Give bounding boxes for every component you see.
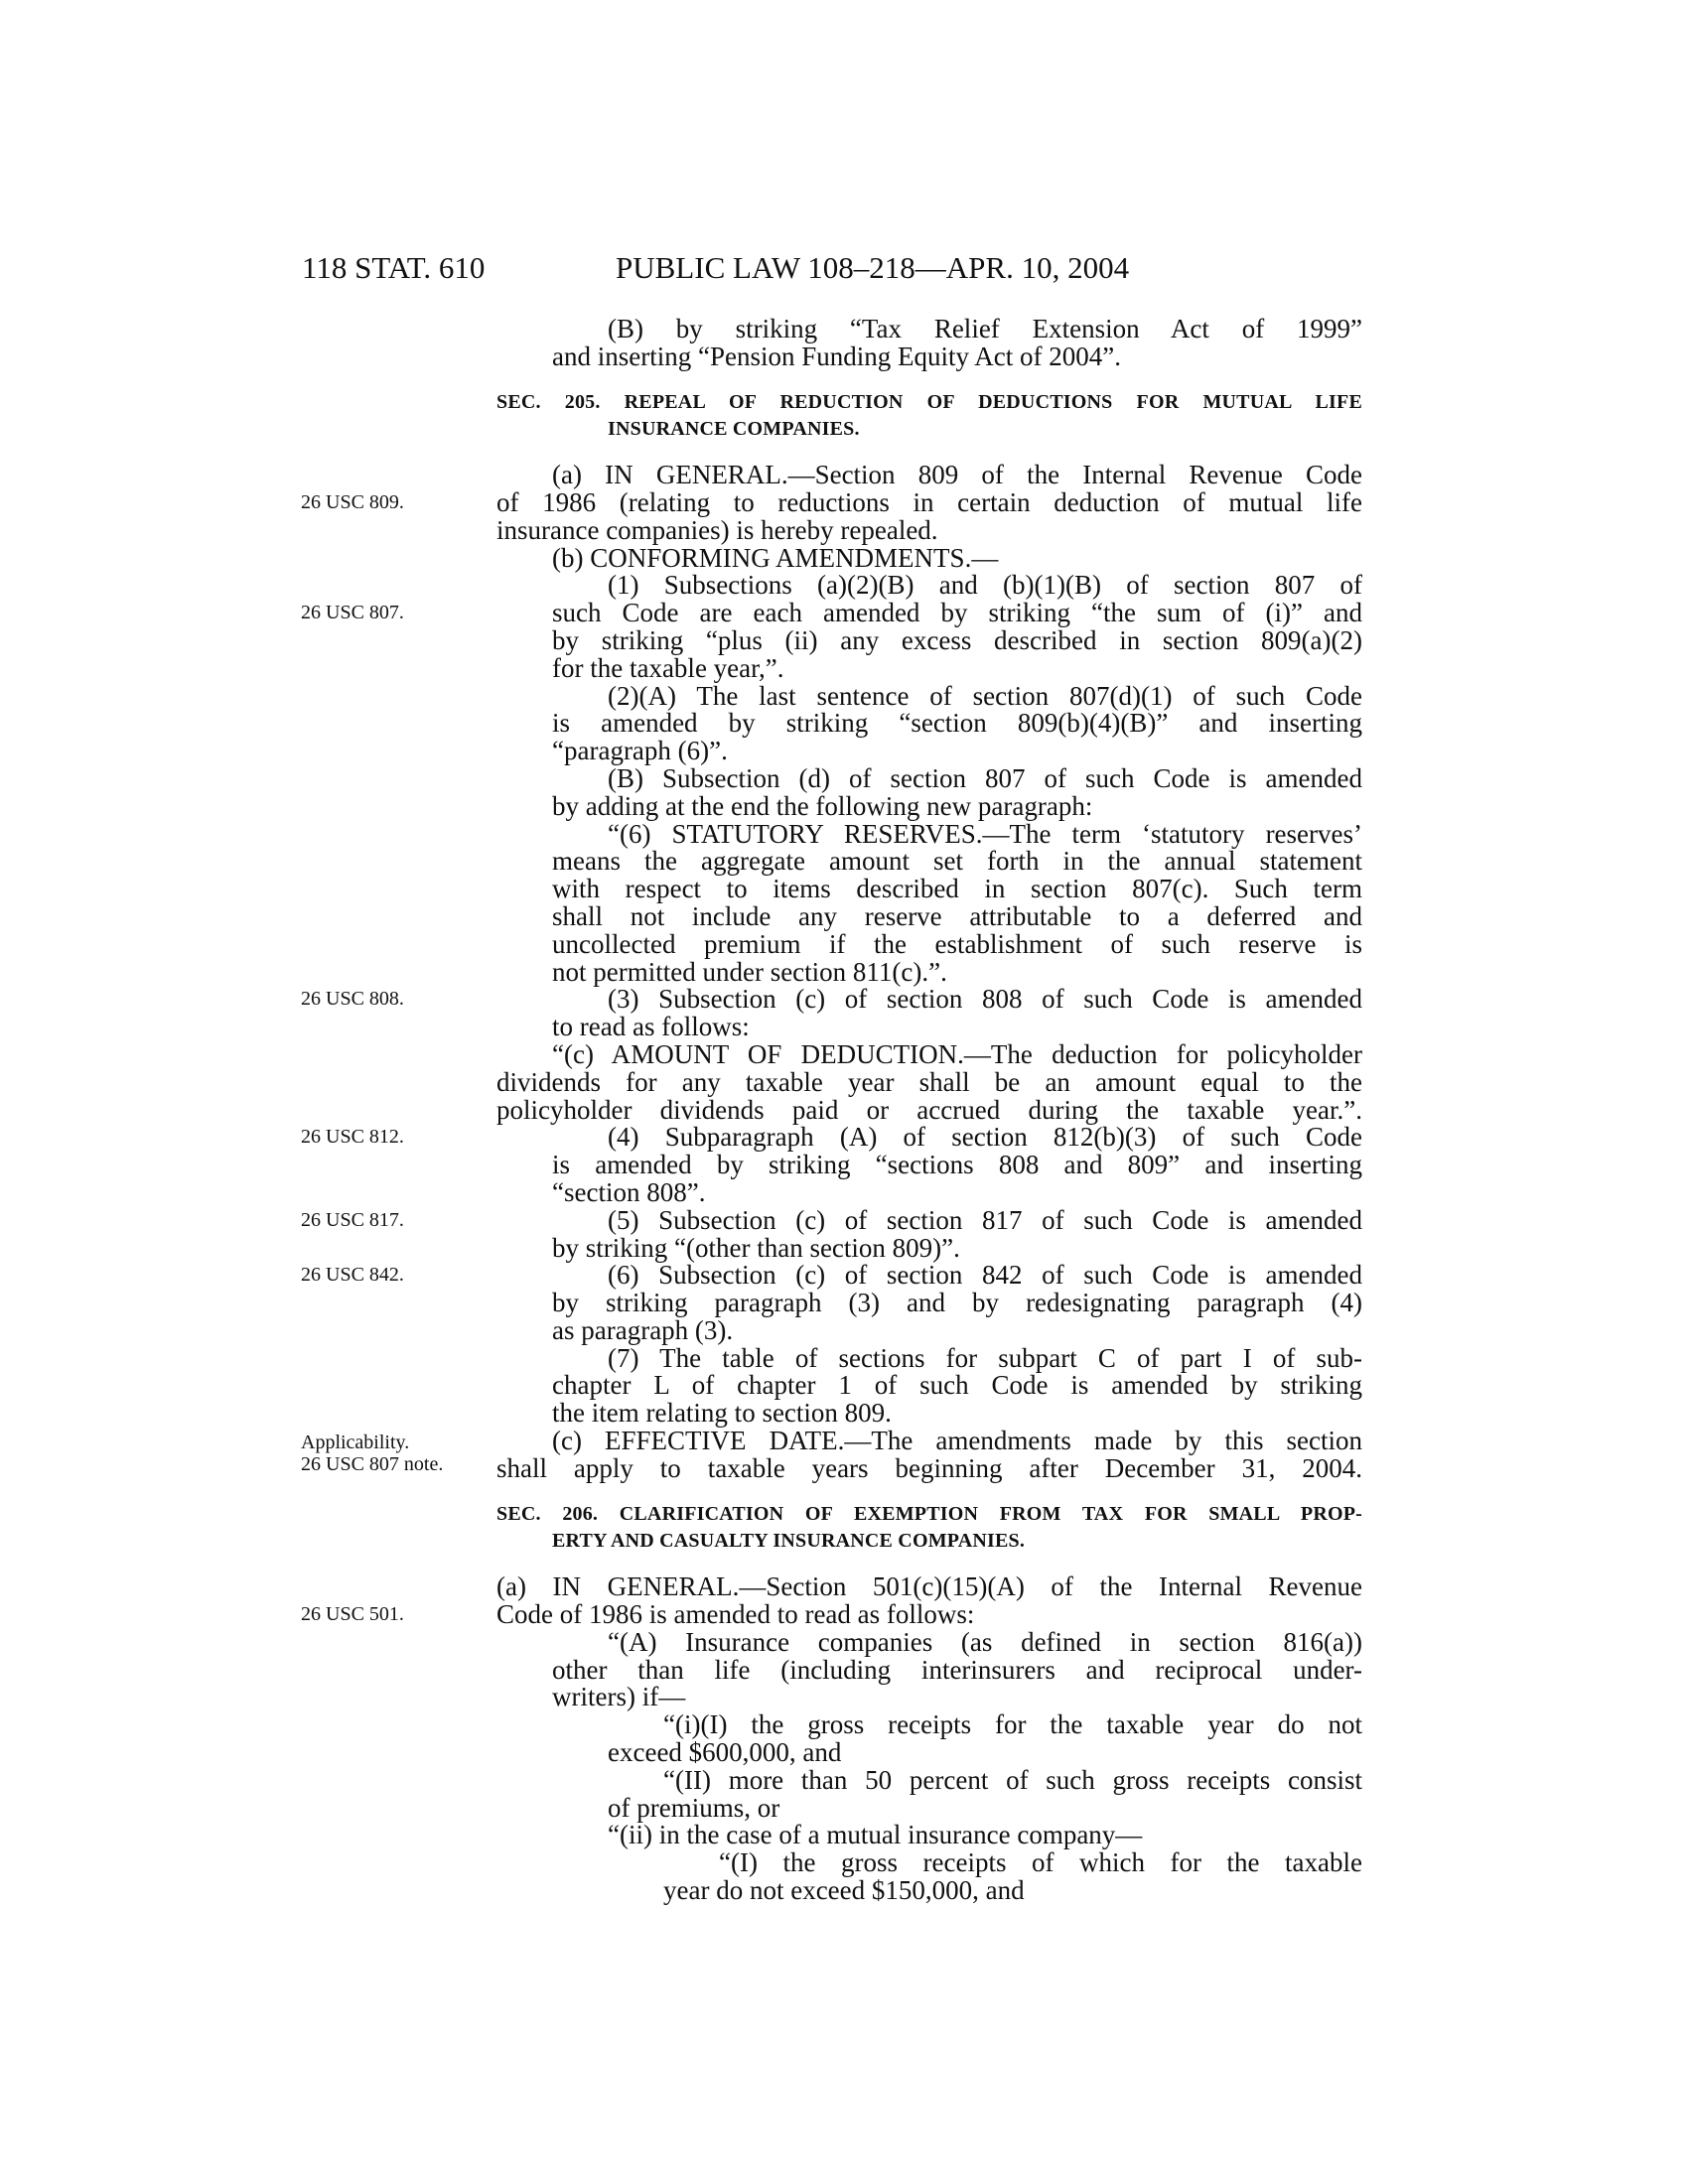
margin-note: 26 USC 807. <box>301 602 404 624</box>
line-text: (c) EFFECTIVE DATE.—The amendments made by this section <box>552 1426 1362 1456</box>
line-text: to read as follows: <box>552 1012 750 1042</box>
text-line <box>552 1372 1362 1400</box>
text-line <box>552 956 1362 987</box>
line-text: “(II) more than 50 percent of such gross receipts consist <box>663 1764 1362 1795</box>
text-line <box>552 462 1362 489</box>
text-line <box>552 876 1362 903</box>
text-line <box>496 514 1362 545</box>
text-line <box>552 1400 1362 1428</box>
text-line <box>552 738 1362 765</box>
line-text: with respect to items described in section 807(c). Such term <box>552 874 1362 904</box>
line-text: “(I) the gross receipts of which for the taxable <box>719 1847 1362 1878</box>
paragraph-gap <box>496 1483 1362 1501</box>
text-line <box>552 900 1362 931</box>
line-text: by striking “plus (ii) any excess described in section 809(a)(2) <box>552 624 1362 655</box>
paragraph-gap <box>496 371 1362 389</box>
text-line <box>552 928 1362 959</box>
statute-page-number: 118 STAT. 610 <box>302 250 486 285</box>
line-text: (1) Subsections (a)(2)(B) and (b)(1)(B) of section 807 of <box>608 570 1362 601</box>
line-text: other than life (including interinsurers and reciprocal under- <box>552 1654 1362 1685</box>
text-line <box>301 598 1362 628</box>
line-text: shall apply to taxable years beginning after December 31, 2004. <box>496 1452 1362 1483</box>
line-text: of 1986 (relating to reductions in certain deduction of mutual life <box>496 486 1362 517</box>
text-line <box>608 572 1362 600</box>
text-line <box>496 1452 1362 1483</box>
line-text: (a) IN GENERAL.—Section 501(c)(15)(A) of the Internal Revenue <box>496 1571 1362 1602</box>
text-line <box>608 1626 1362 1657</box>
line-text: not permitted under section 811(c).”. <box>552 956 947 987</box>
text-line <box>301 1599 1362 1630</box>
line-text: dividends for any taxable year shall be an amount equal to the <box>496 1066 1362 1097</box>
line-text: ERTY AND CASUALTY INSURANCE COMPANIES. <box>552 1530 1026 1553</box>
line-text: uncollected premium if the establishment of such reserve is <box>552 928 1362 959</box>
section-heading-line <box>496 389 1362 417</box>
running-header: PUBLIC LAW 108–218—APR. 10, 2004 <box>616 250 1130 285</box>
line-text: for the taxable year,”. <box>552 652 784 683</box>
line-text: (2)(A) The last sentence of section 807(d)(1) of such Code <box>608 680 1362 711</box>
line-text: such Code are each amended by striking “the sum of (i)” and <box>552 598 1362 628</box>
line-text: “(6) STATUTORY RESERVES.—The term ‘statutory reserves’ <box>608 818 1363 849</box>
line-text: chapter L of chapter 1 of such Code is amended by striking <box>552 1370 1362 1401</box>
text-line <box>663 1711 1362 1739</box>
line-text: (a) IN GENERAL.—Section 809 of the Internal Revenue Code <box>552 460 1362 490</box>
text-line <box>552 848 1362 876</box>
text-line <box>552 1654 1362 1685</box>
text-line <box>552 1232 1362 1263</box>
line-text: “section 808”. <box>552 1176 706 1207</box>
line-text: policyholder dividends paid or accrued during the taxable year.”. <box>496 1094 1362 1125</box>
line-text: and inserting “Pension Funding Equity Act of 2004”. <box>552 341 1121 371</box>
line-text: is amended by striking “sections 808 and 809” and inserting <box>552 1150 1362 1180</box>
line-text: (3) Subsection (c) of section 808 of such Code is amended <box>608 984 1362 1015</box>
text-line <box>496 1066 1362 1097</box>
line-text: of premiums, or <box>608 1792 780 1823</box>
text-line <box>719 1849 1362 1877</box>
line-text: “(i)(I) the gross receipts for the taxable year do not <box>663 1709 1362 1740</box>
line-text: (B) by striking “Tax Relief Extension Act of 1999” <box>608 314 1362 343</box>
line-text: “(A) Insurance companies (as defined in section 816(a)) <box>608 1626 1362 1657</box>
text-line <box>552 1152 1362 1179</box>
text-line <box>301 1204 1362 1235</box>
line-text: (b) CONFORMING AMENDMENTS.— <box>552 542 999 573</box>
line-text: year do not exceed $150,000, and <box>663 1875 1025 1906</box>
text-line <box>552 790 1362 821</box>
line-text: “(c) AMOUNT OF DEDUCTION.—The deduction for policyholder <box>552 1038 1362 1069</box>
text-line <box>301 1260 1362 1291</box>
text-line <box>552 1684 1362 1711</box>
text-line <box>552 624 1362 655</box>
text-line <box>301 1122 1362 1153</box>
text-line <box>552 1314 1362 1345</box>
text-line <box>496 1094 1362 1125</box>
line-text: by adding at the end the following new paragraph: <box>552 790 1093 821</box>
line-text: (5) Subsection (c) of section 817 of such Code is amended <box>608 1204 1362 1235</box>
text-line <box>552 343 1362 371</box>
text-line <box>301 486 1362 517</box>
section-heading-line <box>608 416 1362 444</box>
line-text: by striking paragraph (3) and by redesignating paragraph (4) <box>552 1288 1362 1318</box>
margin-note: Applicability. 26 USC 807 note. <box>301 1432 444 1476</box>
text-line <box>552 652 1362 683</box>
margin-note: 26 USC 812. <box>301 1126 404 1149</box>
text-line <box>608 818 1363 849</box>
line-text: means the aggregate amount set forth in the annual statement <box>552 846 1362 877</box>
line-text: “paragraph (6)”. <box>552 736 728 766</box>
margin-note: 26 USC 809. <box>301 490 404 513</box>
line-text: “(ii) in the case of a mutual insurance company— <box>608 1820 1143 1850</box>
line-text: SEC. 206. CLARIFICATION OF EXEMPTION FROM TAX FOR SMALL PROP- <box>496 1502 1362 1525</box>
line-text: SEC. 205. REPEAL OF REDUCTION OF DEDUCTIONS FOR MUTUAL LIFE <box>496 390 1362 413</box>
margin-note: 26 USC 817. <box>301 1208 404 1231</box>
document-body <box>301 314 1363 1906</box>
line-text: shall not include any reserve attributable to a deferred and <box>552 900 1362 931</box>
line-text: (6) Subsection (c) of section 842 of such Code is amended <box>608 1260 1362 1291</box>
line-text: the item relating to section 809. <box>552 1398 892 1429</box>
text-line <box>608 1342 1362 1373</box>
line-text: Code of 1986 is amended to read as follows: <box>496 1599 975 1630</box>
text-line <box>552 1176 1362 1207</box>
line-text: is amended by striking “section 809(b)(4)(B)” and inserting <box>552 708 1362 739</box>
line-text: insurance companies) is hereby repealed. <box>496 514 938 545</box>
line-text: (B) Subsection (d) of section 807 of such Code is amended <box>608 762 1362 793</box>
text-line <box>663 1764 1362 1795</box>
text-line <box>301 984 1362 1015</box>
line-text: (7) The table of sections for subpart C of part I of sub- <box>608 1342 1362 1373</box>
text-line <box>608 316 1362 343</box>
text-line <box>608 762 1362 793</box>
text-line <box>608 680 1362 711</box>
line-text: by striking “(other than section 809)”. <box>552 1232 960 1263</box>
text-line <box>552 1290 1362 1317</box>
text-line <box>663 1877 1362 1905</box>
text-line <box>552 1014 1362 1041</box>
text-line <box>552 710 1362 738</box>
line-text: INSURANCE COMPANIES. <box>608 418 860 441</box>
section-heading-line <box>552 1528 1362 1556</box>
text-line <box>552 1038 1362 1069</box>
text-line <box>608 1739 1362 1767</box>
text-line <box>608 1792 1362 1823</box>
text-line <box>608 1822 1362 1849</box>
line-text: (4) Subparagraph (A) of section 812(b)(3) of such Code <box>608 1122 1362 1153</box>
margin-note: 26 USC 501. <box>301 1603 404 1626</box>
margin-note: 26 USC 808. <box>301 988 404 1011</box>
text-line <box>496 1573 1362 1601</box>
line-text: exceed $600,000, and <box>608 1737 842 1768</box>
section-heading-line <box>496 1501 1362 1529</box>
text-line <box>552 542 1362 573</box>
margin-note: 26 USC 842. <box>301 1264 404 1287</box>
line-text: as paragraph (3). <box>552 1314 734 1345</box>
line-text: writers) if— <box>552 1682 686 1712</box>
